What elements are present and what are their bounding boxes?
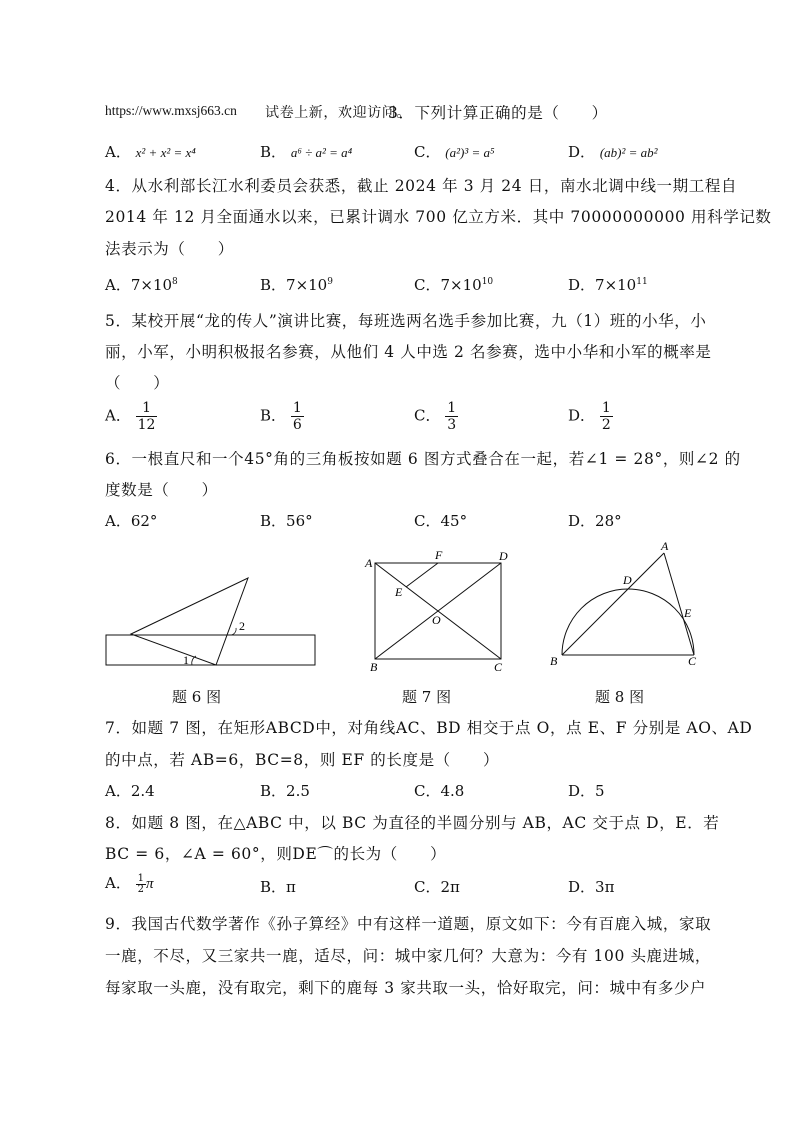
q7-option-d [568,780,605,801]
point-b-label: B [550,654,558,668]
option-label: A． [105,874,131,892]
q6-option-d [568,510,622,531]
q8-option-c [414,876,460,897]
option-text: 56° [286,512,313,530]
numerator: 1 [292,400,302,416]
option-label: D． [568,512,596,530]
figure-6 [100,570,350,680]
q5-line-2: 丽，小军，小明积极报名参赛，从他们 4 人中选 2 名参赛，选中小华和小军的概率是 [105,343,712,361]
q4-option-c [414,274,493,295]
option-label: A． [105,276,131,294]
q7-option-b [260,780,310,801]
option-text: 28° [595,512,622,530]
point-d-label: D [499,549,508,563]
option-label: A． [105,143,131,161]
option-label: D． [568,276,596,294]
header-url[interactable]: https://www.mxsj663.cn [105,103,237,118]
point-o-label: O [432,613,441,627]
angle-2-label: 2 [239,619,245,633]
denominator: 2 [137,883,144,895]
ruler [106,635,315,665]
fraction [600,400,613,433]
q6-option-c [414,510,467,531]
option-text: 2.4 [130,782,155,800]
option-label: C． [414,878,441,896]
denominator: 3 [447,417,457,433]
point-c-label: C [494,660,503,674]
q9-line-1: 9．我国古代数学著作《孙子算经》中有这样一道题，原文如下：今有百鹿入城，家取 [105,915,712,933]
option-label: A． [105,406,131,425]
fraction [136,400,158,433]
point-b-label: B [370,660,378,674]
q5-option-b [260,400,304,433]
option-exponent: 11 [636,277,648,287]
option-label: D． [568,143,596,161]
q7-line-2: 的中点，若 AB=6，BC=8，则 EF 的长度是（ ） [105,751,500,769]
numerator: 1 [447,400,457,416]
figure-7 [360,545,520,675]
option-text: π [286,878,296,896]
figure-6-caption: 题 6 图 [172,688,222,706]
q9-line-2: 一鹿，不尽，又三家共一鹿，适尽，问：城中家几何？大意为：今有 100 头鹿进城， [105,947,711,965]
q4-line-3: 法表示为（ ） [105,240,234,258]
option-text: 2π [440,878,460,896]
numerator: 1 [136,400,158,417]
q7-option-a [105,780,155,801]
q5-option-d [568,400,613,433]
option-label: B． [260,878,287,896]
q3-option-c [414,141,495,162]
segment-ef [406,563,438,587]
option-label: D． [568,782,596,800]
point-f-label: F [435,548,443,562]
option-label: C． [414,276,441,294]
q6-option-a [105,510,157,531]
point-a-label: A [661,539,669,553]
option-label: C． [414,143,441,161]
fraction [136,874,146,895]
denominator: 12 [137,417,156,433]
q4-option-d [568,274,648,295]
point-a-label: A [365,556,373,570]
fraction [291,400,304,433]
q7-line-1: 7．如题 7 图，在矩形ABCD中，对角线AC、BD 相交于点 O，点 E、F 分别是 AO、AD [105,719,753,737]
option-expr: (ab)² = ab² [599,145,658,160]
option-expr: a⁶ ÷ a² = a⁴ [290,145,353,160]
q6-option-b [260,510,313,531]
q3-option-d [568,141,658,162]
semicircle [562,589,694,655]
q5-line-3: （ ） [105,374,170,392]
option-label: B． [260,782,287,800]
q8-option-a [105,872,154,895]
option-label: D． [568,878,596,896]
q3-option-a [105,141,196,162]
denominator: 2 [601,417,611,433]
header-notice: 试卷上新，欢迎访问。 [265,105,411,121]
figure-8-caption: 题 8 图 [595,688,645,706]
q5-option-c [414,400,458,433]
side-ab [562,553,664,655]
q8-option-b [260,876,296,897]
option-label: B． [260,276,287,294]
point-e-label: E [684,606,692,620]
option-label: B． [260,406,287,425]
point-c-label: C [688,654,697,668]
q5-option-a [105,400,157,433]
option-label: A． [105,782,131,800]
q8-line-2: BC = 6，∠A = 60°，则DE⌒的长为（ ） [105,845,447,863]
q7-option-c [414,780,464,801]
q3-stem: 3．下列计算正确的是（ ） [388,104,608,122]
option-text: 45° [440,512,468,530]
option-exponent: 8 [172,277,178,287]
option-label: A． [105,512,131,530]
option-base: 7×10 [440,276,482,294]
triangle-board [131,578,248,665]
option-label: D． [568,406,596,425]
option-text: 2.5 [286,782,310,800]
option-text: 5 [595,782,605,800]
q5-line-1: 5．某校开展“龙的传人”演讲比赛，每班选两名选手参加比赛，九（1）班的小华，小 [105,312,707,330]
q3-option-b [260,141,352,162]
numerator: 1 [137,872,144,884]
option-label: C． [414,782,441,800]
q6-line-1: 6．一根直尺和一个45°角的三角板按如题 6 图方式叠合在一起，若∠1 = 28°，则∠2 的 [105,450,741,468]
q8-line-1: 8．如题 8 图，在△ABC 中，以 BC 为直径的半圆分别与 AB，AC 交于点 D，E．若 [105,814,720,832]
angle-2-arc [231,628,236,635]
numerator: 1 [601,400,611,416]
option-label: C． [414,512,441,530]
option-text: 4.8 [440,782,465,800]
q9-line-3: 每家取一头鹿，没有取完，剩下的鹿每 3 家共取一头，恰好取完，问：城中有多少户 [105,979,707,997]
q4-option-a [105,274,178,295]
option-text: 3π [595,878,615,896]
figure-8 [545,538,710,673]
angle-1-label: 1 [183,653,189,667]
side-ac [664,553,694,655]
q4-option-b [260,274,333,295]
fraction [445,400,458,433]
option-base: 7×10 [286,276,328,294]
option-text: 62° [130,512,158,530]
q4-line-1: 4．从水利部长江水利委员会获悉，截止 2024 年 3 月 24 日，南水北调中线一期工程自 [105,177,738,195]
option-label: B． [260,512,287,530]
figure-7-caption: 题 7 图 [402,688,452,706]
option-expr: x² + x² = x⁴ [135,145,196,160]
option-exponent: 9 [327,277,333,287]
option-base: 7×10 [130,276,173,294]
option-base: 7×10 [595,276,637,294]
q8-option-d [568,876,614,897]
option-label: B． [260,143,287,161]
option-tail: π [146,876,154,892]
denominator: 6 [292,417,302,433]
option-exponent: 10 [481,277,494,287]
point-d-label: D [623,573,632,587]
point-e-label: E [395,585,403,599]
q6-line-2: 度数是（ ） [105,481,218,499]
option-label: C． [414,406,441,425]
q4-line-2: 2014 年 12 月全面通水以来，已累计调水 700 亿立方米．其中 70000000000 用科学记数 [105,208,772,226]
option-expr: (a²)³ = a⁵ [445,145,495,160]
